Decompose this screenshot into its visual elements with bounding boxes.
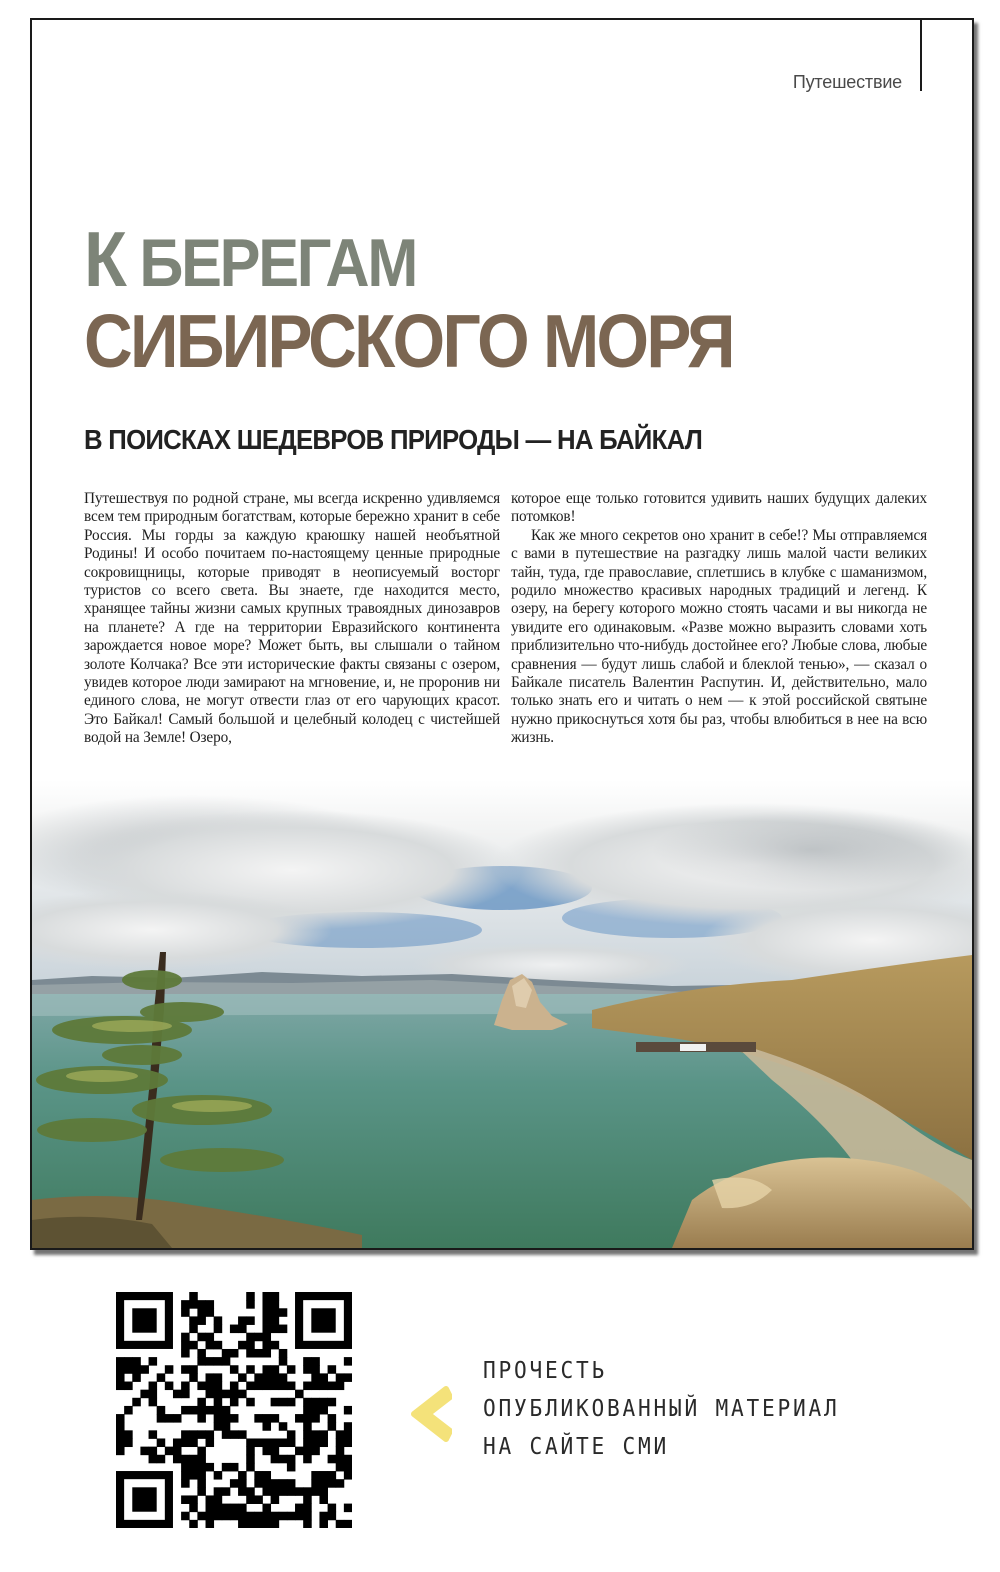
landscape-image xyxy=(32,780,972,1248)
headline-initial: К xyxy=(84,215,125,303)
article-column-right xyxy=(511,490,927,748)
headline-line-1-rest: БЕРЕГАМ xyxy=(124,225,417,301)
qr-code-graphic xyxy=(116,1292,352,1528)
cta-line: ПРОЧЕСТЬ xyxy=(483,1358,607,1384)
article-paragraph: Как же много секретов оно хранит в себе!? Мы отправляемся с вами в путешествие на разгадку лишь малой части великих тайн, туда, где православие, сплетшись в клубке с шаманизмом, родило множество красивых народных традиций и легенд. К озеру, на берегу которого можно стоять часами и вы никогда не увидите его одинаковым. «Разве можно выразить словами хоть приблизительно что-нибудь достойнее его? Любые слова, любые сравнения — будут лишь слабой и блеклой тенью», — сказал о Байкале писатель Валентин Распутин. И, действительно, мало только знать его и читать о нем — к этой российской святыне нужно прикоснуться хотя бы раз, чтобы влюбиться в нее на всю жизнь. xyxy=(511,526,927,747)
headline xyxy=(84,215,733,383)
article-paragraph: Путешествуя по родной стране, мы всегда искренно удивляемся всем тем природным богатствам, которые бережно хранит в себе Россия. Мы горды за каждую краюшку нашей необъятной Родины! И особо почитаем по-настоящему ценные природные сокровищницы, которые приводят в неописуемый восторг туристов со всего света. Вы знаете, где находится место, хранящее тайны жизни самых крупных травоядных динозавров на планете? А где на территории Евразийского континента зарождается новое море? Может быть, вы слышали о тайном золоте Колчака? Все эти исторические факты связаны с озером, увидев которое люди замирают на мгновение, и, не проронив ни единого слова, не могут отвести глаз от его чарующих красот. Это Байкал! Самый большой и целебный колодец с чистейшей водой на Земле! Озеро, xyxy=(84,490,500,747)
corner-rule xyxy=(920,20,922,91)
qr-code-icon[interactable] xyxy=(116,1292,352,1528)
cta-line: НА САЙТЕ СМИ xyxy=(483,1434,669,1460)
section-label: Путешествие xyxy=(792,72,902,92)
chevron-left-icon xyxy=(406,1385,452,1443)
article-paragraph: которое еще только готовится удивить наших будущих далеких потомков! xyxy=(511,490,927,526)
magazine-page xyxy=(30,18,974,1250)
read-article-link[interactable] xyxy=(483,1352,840,1466)
headline-line-2: СИБИРСКОГО МОРЯ xyxy=(84,299,733,383)
cta-line: ОПУБЛИКОВАННЫЙ МАТЕРИАЛ xyxy=(483,1396,840,1422)
headline-line-1 xyxy=(84,215,733,303)
baikal-photo xyxy=(32,780,972,1248)
subheadline: В ПОИСКАХ ШЕДЕВРОВ ПРИРОДЫ — НА БАЙКАЛ xyxy=(84,424,703,455)
article-column-left xyxy=(84,490,500,748)
